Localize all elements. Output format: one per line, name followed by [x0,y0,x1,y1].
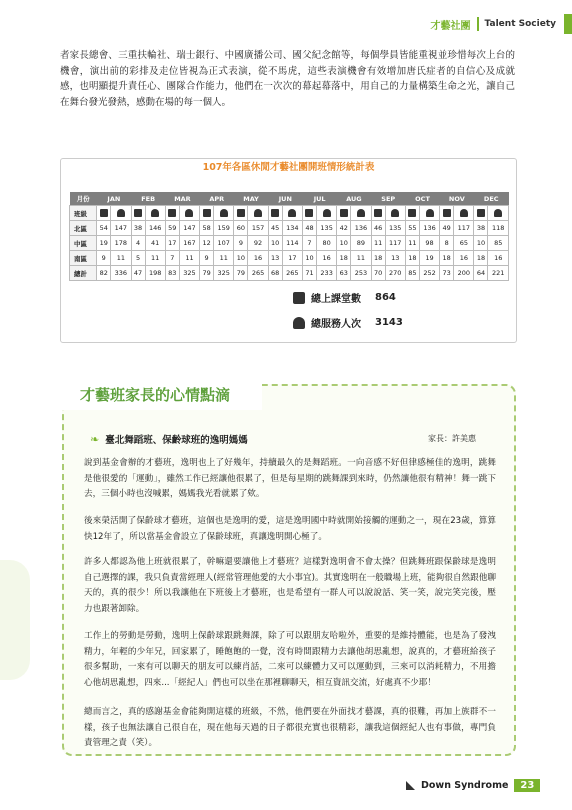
icon-cell [337,206,351,221]
stats-cell: 18 [440,251,454,266]
row-label: 中區 [70,236,97,251]
stats-cell: 59 [165,221,179,236]
class-icon [203,209,211,217]
stats-cell: 98 [419,236,439,251]
stats-cell: 265 [248,266,268,281]
stats-cell: 221 [488,266,509,281]
header-divider [477,17,479,31]
stats-cell: 38 [474,221,488,236]
stats-row [70,251,509,266]
stats-cell: 252 [419,266,439,281]
person-icon [220,209,228,217]
stats-cell: 159 [214,221,234,236]
section-name-zh: 才藝社團 [430,20,471,32]
stats-cell: 18 [405,251,419,266]
stats-cell: 89 [351,236,371,251]
stats-cell: 54 [97,221,111,236]
stats-cell: 47 [131,266,145,281]
stats-cell: 71 [302,266,316,281]
class-icon [305,209,313,217]
footer-triangle-icon [406,781,415,790]
stats-cell: 11 [145,251,165,266]
stats-cell: 55 [405,221,419,236]
stats-cell: 79 [200,266,214,281]
stats-table [69,192,509,281]
class-icon [168,209,176,217]
stats-cell: 18 [371,251,385,266]
stats-cell: 198 [145,266,165,281]
stats-cell: 11 [179,251,199,266]
icon-cell [351,206,371,221]
stats-panel [60,158,517,343]
stats-cell: 17 [165,236,179,251]
stats-cell: 11 [214,251,234,266]
person-icon [117,209,125,217]
stats-cell: 64 [474,266,488,281]
stats-cell: 265 [282,266,302,281]
icon-cell [97,206,111,221]
section-title-tab [62,376,262,410]
icon-cell [234,206,248,221]
stats-cell: 117 [454,221,474,236]
stats-cell: 10 [337,236,351,251]
person-icon [494,209,502,217]
class-icon [408,209,416,217]
footer-title: Down Syndrome [421,780,509,791]
stats-cell: 11 [405,236,419,251]
header-accent-bar [564,14,572,34]
stats-cell: 117 [385,236,405,251]
month-header: MAY [234,192,268,206]
stats-cell: 325 [179,266,199,281]
class-icon [271,209,279,217]
stats-header-row [70,192,509,206]
icon-cell [111,206,131,221]
stats-cell: 146 [145,221,165,236]
stats-cell: 134 [282,221,302,236]
month-header: AUG [337,192,371,206]
month-header-label: 月份 [70,192,97,206]
summary-visits-value: 3143 [375,317,403,328]
class-icon [374,209,382,217]
stats-cell: 167 [179,236,199,251]
article-paragraph-4: 工作上的勞動是勞動，逸明上保齡球跟跳舞課，除了可以跟朋友哈啦外，重要的是維持體能，也是為了發洩精力，年輕的少年兄，回家累了，睡飽飽的一覺，沒有時間跟精力去讓他胡思亂想，說真的，才藝班給孩子很多幫助，一來有可以聊天的朋友可以練肖話，二來可以練體力又可以運動到，三來可以消耗精力，不用擔心他胡思亂想，四來...「經紀人」們也可以坐在那裡聊聊天，相互資訊交流，好處真不少耶！ [84,631,496,688]
stats-cell: 70 [371,266,385,281]
stats-cell: 49 [440,221,454,236]
class-icon [134,209,142,217]
section-name-en: Talent Society [484,19,556,29]
row-label: 班級 [70,206,97,221]
stats-cell: 114 [282,236,302,251]
icon-cell [131,206,145,221]
row-label: 總計 [70,266,97,281]
stats-cell: 80 [317,236,337,251]
stats-cell: 147 [111,221,131,236]
stats-cell: 135 [317,221,337,236]
stats-row [70,236,509,251]
stats-cell: 13 [385,251,405,266]
row-label: 南區 [70,251,97,266]
stats-cell: 16 [488,251,509,266]
summary-visits-label: 總服務人次 [311,319,361,330]
page-header [431,14,572,34]
stats-cell: 336 [111,266,131,281]
stats-cell: 9 [234,236,248,251]
stats-cell: 107 [214,236,234,251]
stats-cell: 65 [454,236,474,251]
person-icon [151,209,159,217]
stats-cell: 136 [351,221,371,236]
stats-cell: 325 [214,266,234,281]
stats-cell: 85 [488,236,509,251]
stats-cell: 9 [200,251,214,266]
stats-cell: 7 [165,251,179,266]
stats-cell: 11 [111,251,131,266]
row-label: 北區 [70,221,97,236]
stats-cell: 136 [419,221,439,236]
stats-cell: 79 [234,266,248,281]
stats-cell: 83 [165,266,179,281]
icon-cell [371,206,385,221]
summary-sessions-label: 總上課堂數 [311,294,361,305]
icon-cell [419,206,439,221]
month-header: JUN [268,192,302,206]
article-paragraph-2: 後來榮活開了保齡球才藝班，這個也是逸明的愛，這是逸明國中時就開始接觸的運動之一，現在23歲，算算快12年了，所以當基金會設立了保齡球班，真讓逸明開心極了。 [84,516,496,542]
stats-cell: 147 [179,221,199,236]
class-icon [293,292,305,304]
stats-cell: 135 [385,221,405,236]
stats-row [70,221,509,236]
intro-paragraph: 者家長總會、三重扶輪社、瑞士銀行、中國廣播公司、國父紀念館等，每個學員皆能重視並珍惜每次上台的機會，演出前的彩排及走位皆視為正式表演，從不馬虎，這些表演機會有效增加唐氏症者的自信心及成就感，也明顯提升責任心、團隊合作能力，他們在一次次的幕起幕落中，用自己的力量構築生命之光，讓自己在舞台發光發熱，感動在場的每一個人。 [60,50,515,108]
stats-cell: 92 [248,236,268,251]
stats-cell: 73 [440,266,454,281]
person-icon [254,209,262,217]
stats-title: 107年各區休閒才藝社團開班情形統計表 [202,162,375,173]
icon-cell [488,206,509,221]
stats-cell: 16 [454,251,474,266]
stats-cell: 41 [145,236,165,251]
icon-cell [282,206,302,221]
section-title: 才藝班家長的心情點滴 [80,386,231,404]
page-footer [406,779,540,792]
person-icon [185,209,193,217]
month-header: SEP [371,192,405,206]
stats-cell: 85 [405,266,419,281]
class-icon [100,209,108,217]
class-icon [477,209,485,217]
stats-cell: 46 [371,221,385,236]
leaf-icon: ❧ [90,432,100,446]
stats-cell: 4 [131,236,145,251]
side-decoration [0,560,30,680]
summary-visits [293,315,403,330]
icon-cell [317,206,337,221]
icon-cell [405,206,419,221]
stats-cell: 18 [337,251,351,266]
month-header: FEB [131,192,165,206]
article-paragraph-1: 說到基金會辦的才藝班，逸明也上了好幾年，持續最久的是舞蹈班。一向音感不好但律感極佳的逸明，跳舞是他很愛的「運動」，雖然工作已經讓他很累了，但是每星期的跳舞課到來時，仍然讓他很有精神！舞一跳下去，三個小時也沒喊累，媽媽我光看就累了欸。 [84,458,496,499]
stats-cell: 16 [248,251,268,266]
article-paragraph-5: 總而言之，真的感謝基金會能夠開這樣的班級，不然，他們要在外面找才藝課，真的很難，再加上族群不一樣，孩子也無法讓自己很自在，現在他每天過的日子都很充實也很精彩，讓我這個經紀人也有事做，專門負責管理之責（笑）。 [84,707,496,748]
stats-cell: 12 [200,236,214,251]
summary-sessions-value: 864 [375,292,396,303]
person-icon [293,317,305,329]
month-header: NOV [440,192,474,206]
stats-cell: 17 [282,251,302,266]
person-icon [391,209,399,217]
stats-cell: 82 [97,266,111,281]
stats-cell: 10 [302,251,316,266]
article-paragraph-3: 許多人都認為他上班就很累了，幹嘛還要讓他上才藝班？這樣對逸明會不會太操？但跳舞班跟保齡球是逸明自己選擇的課，我只負責當經理人(經常管理他愛的大小事宜)。其實逸明在一般職場上班，能夠很自然跟他聊天的，真的很少！所以我讓他在下班後上才藝班，也是希望有一群人可以說說話、笑一笑，說完笑完後，壓力也跟著卸除。 [84,557,496,614]
article-author: 家長：許美惠 [428,434,476,443]
stats-cell: 38 [131,221,145,236]
stats-row [70,206,509,221]
month-header: OCT [405,192,439,206]
icon-cell [214,206,234,221]
month-header: DEC [474,192,509,206]
stats-cell: 5 [131,251,145,266]
stats-cell: 58 [200,221,214,236]
stats-cell: 9 [97,251,111,266]
month-header: MAR [165,192,199,206]
stats-cell: 18 [474,251,488,266]
stats-cell: 10 [474,236,488,251]
stats-cell: 178 [111,236,131,251]
stats-cell: 157 [248,221,268,236]
class-icon [340,209,348,217]
stats-cell: 45 [268,221,282,236]
month-header: JUL [302,192,336,206]
person-icon [460,209,468,217]
stats-cell: 8 [440,236,454,251]
icon-cell [440,206,454,221]
stats-row [70,266,509,281]
stats-cell: 270 [385,266,405,281]
icon-cell [248,206,268,221]
stats-cell: 68 [268,266,282,281]
stats-cell: 11 [351,251,371,266]
person-icon [323,209,331,217]
stats-cell: 42 [337,221,351,236]
stats-cell: 60 [234,221,248,236]
stats-cell: 10 [268,236,282,251]
stats-cell: 118 [488,221,509,236]
month-header: JAN [97,192,131,206]
icon-cell [179,206,199,221]
icon-cell [165,206,179,221]
icon-cell [474,206,488,221]
stats-cell: 253 [351,266,371,281]
page-number: 23 [514,779,540,792]
icon-cell [145,206,165,221]
article-title: 臺北舞蹈班、保齡球班的逸明媽媽 [105,435,248,446]
stats-cell: 11 [371,236,385,251]
stats-cell: 200 [454,266,474,281]
stats-cell: 19 [419,251,439,266]
stats-cell: 48 [302,221,316,236]
icon-cell [200,206,214,221]
stats-cell: 7 [302,236,316,251]
person-icon [357,209,365,217]
icon-cell [268,206,282,221]
icon-cell [302,206,316,221]
person-icon [288,209,296,217]
person-icon [426,209,434,217]
summary-sessions [293,290,396,305]
icon-cell [454,206,474,221]
class-icon [443,209,451,217]
icon-cell [385,206,405,221]
stats-cell: 63 [337,266,351,281]
stats-cell: 10 [234,251,248,266]
month-header: APR [200,192,234,206]
stats-cell: 13 [268,251,282,266]
stats-cell: 233 [317,266,337,281]
class-icon [237,209,245,217]
stats-cell: 16 [317,251,337,266]
stats-cell: 19 [97,236,111,251]
